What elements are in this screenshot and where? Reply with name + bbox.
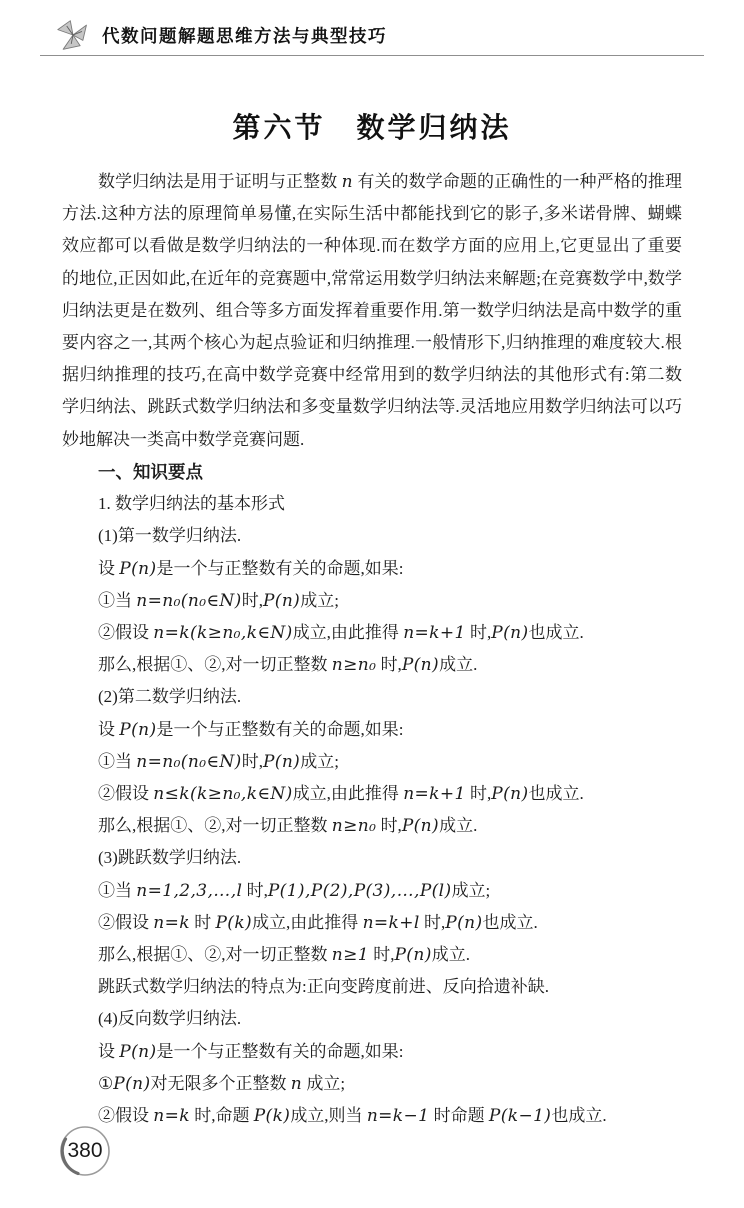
knowledge-points-section <box>62 456 682 1132</box>
content-line: ②假设 n=k(k≥n₀,k∈N)成立,由此推得 n=k+1 时,P(n)也成立. <box>98 623 584 644</box>
content-line: 那么,根据①、②,对一切正整数 n≥1 时,P(n)成立. <box>98 945 470 966</box>
content-line: 那么,根据①、②,对一切正整数 n≥n₀ 时,P(n)成立. <box>98 816 478 837</box>
page-header <box>54 18 704 52</box>
origami-pinwheel-logo-icon <box>54 18 92 52</box>
content-line: 设 P(n)是一个与正整数有关的命题,如果: <box>98 558 404 579</box>
content-line: ②假设 n=k 时,命题 P(k)成立,则当 n=k−1 时命题 P(k−1)也成立. <box>98 1106 607 1127</box>
item-jump-induction: (3)跳跃数学归纳法. <box>98 848 242 868</box>
content-line: ②假设 n=k 时 P(k)成立,由此推得 n=k+l 时,P(n)也成立. <box>98 912 538 933</box>
book-title: 代数问题解题思维方法与典型技巧 <box>102 25 387 46</box>
content-line: 跳跃式数学归纳法的特点为:正向变跨度前进、反向拾遗补缺. <box>98 977 549 997</box>
item-reverse-induction: (4)反向数学归纳法. <box>98 1009 242 1029</box>
item-first-induction: (1)第一数学归纳法. <box>98 526 242 546</box>
content-line: ②假设 n≤k(k≥n₀,k∈N)成立,由此推得 n=k+1 时,P(n)也成立. <box>98 784 584 805</box>
item-second-induction: (2)第二数学归纳法. <box>98 687 242 707</box>
content-line: ①P(n)对无限多个正整数 n 成立; <box>98 1073 346 1094</box>
content-line: 设 P(n)是一个与正整数有关的命题,如果: <box>98 1041 404 1062</box>
page-number-badge <box>58 1124 112 1178</box>
content-line: 设 P(n)是一个与正整数有关的命题,如果: <box>98 719 404 740</box>
page-title: 第六节 数学归纳法 <box>232 112 512 143</box>
content-line: ①当 n=1,2,3,…,l 时,P(1),P(2),P(3),…,P(l)成立; <box>98 880 491 901</box>
subheading-basic-forms: 1. 数学归纳法的基本形式 <box>98 494 285 514</box>
content-line: ①当 n=n₀(n₀∈N)时,P(n)成立; <box>98 751 339 772</box>
intro-paragraph: 数学归纳法是用于证明与正整数 n 有关的数学命题的正确性的一种严格的推理方法.这种方法的原理简单易懂,在实际生活中都能找到它的影子,多米诺骨牌、蝴蝶效应都可以看做是数学归纳法的一种体现.而在数学方面的应用上,它更显出了重要的地位,正因如此,在近年的竞赛题中,常常运用数学归纳法来解题;在竞赛数学中,数学归纳法更是在数列、组合等多方面发挥着重要作用.第一数学归纳法是高中数学的重要内容之一,其两个核心为起点验证和归纳推理.一般情形下,归纳推理的难度较大.根据归纳推理的技巧,在高中数学竞赛中经常用到的数学归纳法的其他形式有:第二数学归纳法、跳跃式数学归纳法和多变量数学归纳法等.灵活地应用数学归纳法可以巧妙地解决一类高中数学竞赛问题. <box>62 172 683 449</box>
content-line: 那么,根据①、②,对一切正整数 n≥n₀ 时,P(n)成立. <box>98 655 478 676</box>
header-rule <box>40 55 704 56</box>
page-number: 380 <box>67 1139 103 1162</box>
content-line: ①当 n=n₀(n₀∈N)时,P(n)成立; <box>98 590 339 611</box>
section-heading-knowledge-points: 一、知识要点 <box>98 462 203 482</box>
